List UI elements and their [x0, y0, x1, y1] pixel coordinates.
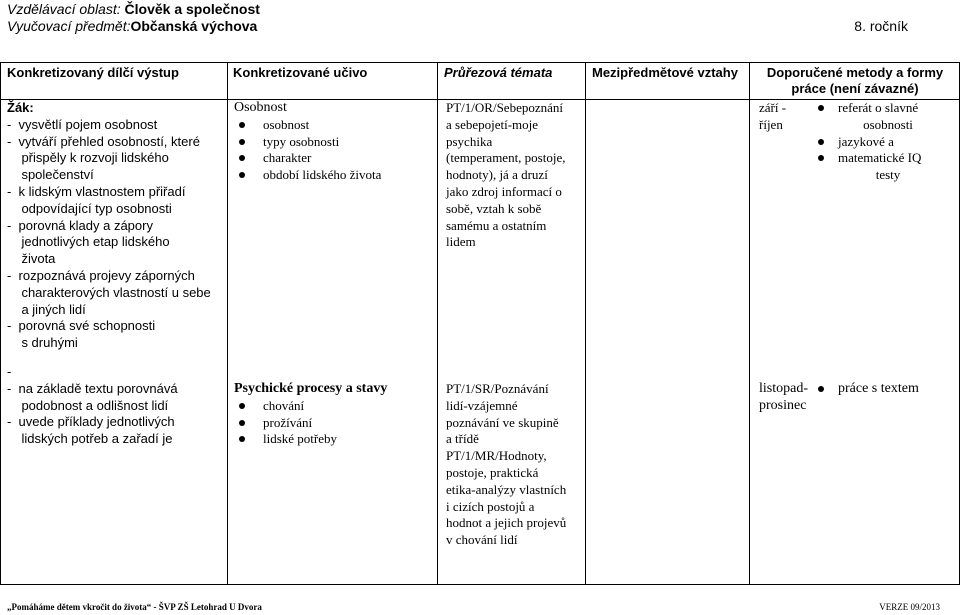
row1-when: [759, 100, 786, 134]
area-label: Vzdělávací oblast:: [7, 1, 125, 17]
table-top-border: [0, 62, 960, 63]
when-line: prosinec: [759, 397, 807, 413]
topic-item: typy osobnosti: [234, 134, 381, 151]
subject-value: Občanská výchova: [130, 18, 258, 34]
cross-line: samému a ostatním: [446, 217, 547, 233]
footer-title: „Pomáháme dětem vkročit do života“ - ŠVP ZŠ Letohrad U Dvora: [7, 602, 262, 612]
cross-line: poznávání ve skupině: [446, 414, 559, 430]
cross-line: lidí-vzájemné: [446, 397, 518, 413]
row2-outputs: [7, 364, 178, 448]
row1-methods: [816, 100, 938, 184]
outputs-line: s druhými: [7, 335, 78, 351]
outputs-line: charakterových vlastností u sebe: [7, 284, 211, 300]
row2-when: [759, 381, 808, 415]
topic-item: lidské potřeby: [234, 431, 387, 448]
footer-version: VERZE 09/2013: [879, 602, 940, 612]
topic-item: období lidského života: [234, 167, 381, 184]
area-value: Člověk a společnost: [124, 1, 260, 17]
col-divider-3: [585, 62, 586, 584]
subject-label: Vyučovací předmět:: [7, 18, 131, 34]
outputs-line: - porovná své schopnosti: [7, 318, 156, 334]
cross-line: lidem: [446, 234, 476, 250]
row1-content: [234, 100, 381, 184]
cross-line: postoje, praktická: [446, 464, 539, 480]
method-item: práce s textem: [816, 381, 919, 398]
outputs-line: - uvede příklady jednotlivých: [7, 414, 175, 430]
outputs-line: - vytváří přehled osobností, které: [7, 133, 200, 149]
outputs-line: - na základě textu porovnává: [7, 380, 178, 396]
col-header-cross-topics: Průřezová témata: [444, 65, 553, 80]
col-divider-2: [437, 62, 438, 584]
subject-line: [7, 17, 257, 35]
outputs-line: - porovná klady a zápory: [7, 217, 153, 233]
method-line: osobnosti: [863, 116, 913, 132]
outputs-line: - k lidským vlastnostem přiřadí: [7, 183, 186, 199]
row1-cross-topics: [446, 100, 566, 251]
cross-line: PT/1/SR/Poznávání: [446, 381, 549, 396]
outputs-line: přispěly k rozvoji lidského: [7, 150, 169, 166]
outputs-line: života: [7, 251, 56, 267]
topic-item: chování: [234, 398, 387, 415]
topic-title: Psychické procesy a stavy: [234, 381, 388, 396]
row1-outputs: [7, 100, 211, 352]
cross-line: sobě, vztah k sobě: [446, 200, 542, 216]
area-line: [7, 0, 260, 18]
col-divider-4: [749, 62, 750, 584]
col-header-methods: [760, 65, 950, 97]
outputs-line: Žák:: [7, 100, 34, 115]
method-item: jazykové a: [816, 134, 938, 151]
cross-line: a sebepojetí-moje: [446, 116, 539, 132]
col-divider-0: [0, 62, 1, 584]
row2-cross-topics: [446, 381, 566, 549]
outputs-line: podobnost a odlišnost lidí: [7, 397, 169, 413]
col-header-methods-line2: práce (není závazné): [791, 81, 919, 96]
outputs-line: odpovídající typ osobnosti: [7, 200, 172, 216]
outputs-line: - vysvětlí pojem osobnost: [7, 116, 158, 132]
row2-content: [234, 381, 387, 448]
row2-methods: [816, 381, 919, 398]
topic-item: charakter: [234, 150, 381, 167]
when-line: září -: [759, 100, 787, 115]
cross-line: etika-analýzy vlastních: [446, 481, 567, 497]
cross-line: (temperament, postoje,: [446, 150, 566, 166]
cross-line: i cizích postojů a: [446, 498, 535, 514]
cross-line: PT/1/MR/Hodnoty,: [446, 448, 547, 464]
outputs-line: - rozpoznává projevy záporných: [7, 267, 195, 283]
method-line: testy: [875, 167, 901, 183]
cross-line: hodnoty), já a druzí: [446, 167, 548, 183]
topic-title: Osobnost: [234, 100, 287, 115]
when-line: listopad-: [759, 381, 808, 396]
topic-item: prožívání: [234, 415, 387, 432]
col-header-outputs: Konkretizovaný dílčí výstup: [7, 65, 179, 80]
col-header-methods-line1: Doporučené metody a formy: [766, 65, 944, 80]
method-item: matematické IQ: [816, 150, 938, 167]
outputs-line: a jiných lidí: [7, 301, 86, 317]
when-line: říjen: [759, 116, 783, 132]
outputs-dash: -: [7, 364, 12, 379]
table-bottom-border: [0, 584, 960, 585]
cross-line: hodnot a jejich projevů: [446, 515, 567, 531]
outputs-line: společenství: [7, 167, 94, 183]
topic-item: osobnost: [234, 117, 381, 134]
grade-label: 8. ročník: [854, 18, 908, 34]
col-divider-1: [227, 62, 228, 584]
col-header-content: Konkretizované učivo: [233, 65, 368, 80]
cross-line: v chování lidí: [446, 532, 518, 548]
cross-line: psychika: [446, 133, 493, 149]
cross-line: PT/1/OR/Sebepoznání: [446, 100, 563, 115]
cross-line: jako zdroj informací o: [446, 183, 562, 199]
method-item: referát o slavné: [816, 100, 938, 117]
outputs-line: jednotlivých etap lidského: [7, 234, 170, 250]
outputs-line: lidských potřeb a zařadí je: [7, 431, 173, 447]
cross-line: a třídě: [446, 431, 479, 447]
col-header-relations: Mezipředmětové vztahy: [592, 65, 738, 80]
